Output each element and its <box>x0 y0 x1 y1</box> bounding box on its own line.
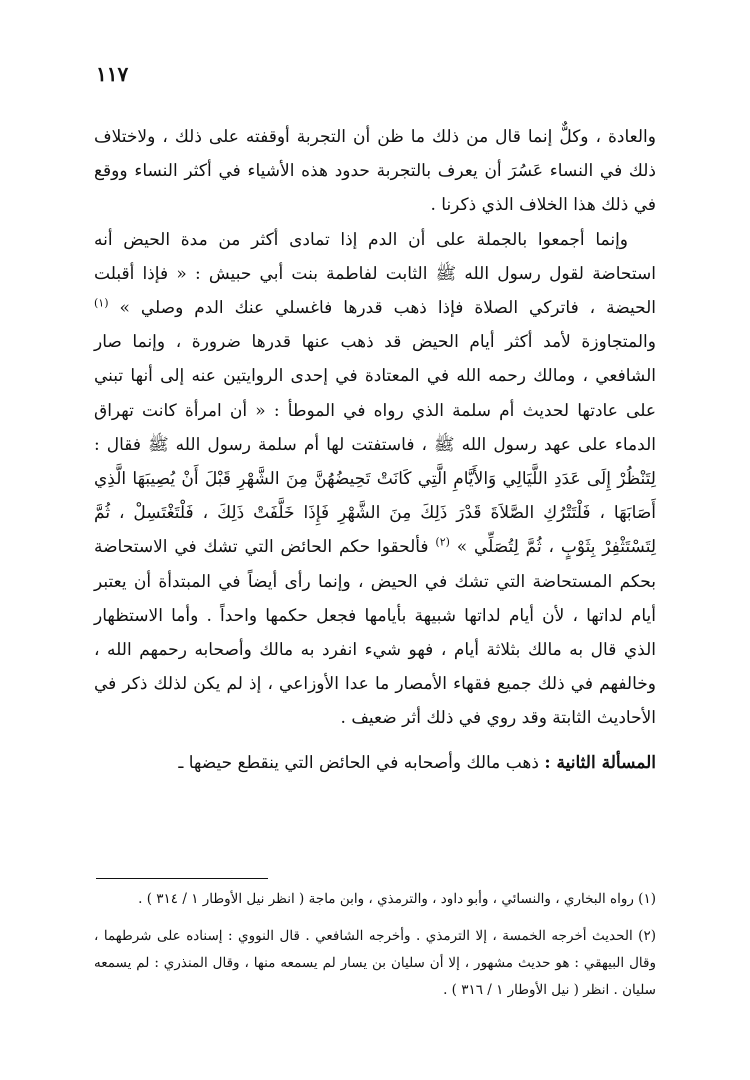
paragraph-2-part-2: والمتجاوزة لأمد أكثر أيام الحيض قد ذهب عنها قدرها ضرورة ، وإنما صار الشافعي ، ومالك رحمه الله في المعتادة في إحدى الروايتين عنه إلى أنها تبني على عادتها لحديث أم سلمة الذي رواه في الموطأ : « أن امرأة كانت تهراق الدماء على عهد رسول الله ﷺ ، فاستفتت لها أم سلمة رسول الله ﷺ فقال : لِتَنْظُرْ إِلَى عَدَدِ اللَّيَالِي وَالأَيَّامِ الَّتِي كَانَتْ تَحِيضُهُنَّ مِنَ الشَّهْرِ قَبْلَ أَنْ يُصِيبَهَا الَّذِي أَصَابَهَا ، فَلْتَتْرُكِ الصَّلاَةَ قَدْرَ ذَلِكَ مِنَ الشَّهْرِ فَإِذَا خَلَّفَتْ ذَلِكَ ، فَلْتَغْتَسِلْ ، ثُمَّ لِتَسْتَثْفِرْ بِثَوْبٍ ، ثُمَّ لِتُصَلِّي » <box>94 332 657 558</box>
paragraph-2-part-3: فألحقوا حكم الحائض التي تشك في الاستحاضة بحكم المستحاضة التي تشك في الحيض ، وإنما رأى أيضاً في المبتدأة أن يعتبر أيام لداتها ، لأن أيام لداتها شبيهة بأيامها فجعل حكمها واحداً . وأما الاستظهار الذي قال به مالك بثلاثة أيام ، فهو شيء انفرد به مالك وأصحابه رحمهم الله ، وخالفهم في ذلك جميع فقهاء الأمصار ما عدا الأوزاعي ، إذ لم يكن لذلك ذكر في الأحاديث الثابتة وقد روي في ذلك أثر ضعيف . <box>94 537 656 729</box>
page-number: ١١٧ <box>96 62 129 86</box>
footnote-ref-2[interactable]: (٢) <box>435 535 450 549</box>
footnote-ref-1[interactable]: (١) <box>94 296 109 310</box>
paragraph-2 <box>94 223 656 736</box>
main-text <box>94 120 656 780</box>
section-text: ذهب مالك وأصحابه في الحائض التي ينقطع حيضها ـ <box>178 752 539 773</box>
footnote-1: (١) رواه البخاري ، والنسائي ، وأبو داود ، والترمذي ، وابن ماجة ( انظر نيل الأوطار ١ / ٣١٤ ) . <box>138 891 656 907</box>
section-paragraph <box>94 746 656 780</box>
paragraph-1: والعادة ، وكلٌّ إنما قال من ذلك ما ظن أن التجربة أوقفته على ذلك ، ولاختلاف ذلك في النساء عَسُرَ أن يعرف بالتجربة حدود هذه الأشياء في أكثر النساء ووقع في ذلك هذا الخلاف الذي ذكرنا . <box>94 127 656 216</box>
section-heading: المسألة الثانية : <box>544 752 656 773</box>
paragraph-2-part-1: وإنما أجمعوا بالجملة على أن الدم إذا تمادى أكثر من مدة الحيض أنه استحاضة لقول رسول الله ﷺ الثابت لفاطمة بنت أبي حبيش : « فإذا أقبلت الحيضة ، فاتركي الصلاة فإذا ذهب قدرها فاغسلي عنك الدم وصلي » <box>94 229 656 319</box>
footnote-2: (٢) الحديث أخرجه الخمسة ، إلا الترمذي . وأخرجه الشافعي . قال النووي : إسناده على شرطهما ، وقال البيهقي : هو حديث مشهور ، إلا أن سليان بن يسار لم يسمعه منها ، وقال المنذري : لم يسمعه سليان . انظر ( نيل الأوطار ١ / ٣١٦ ) . <box>94 928 656 998</box>
footnotes <box>94 886 656 1004</box>
footnote-divider <box>96 878 268 879</box>
